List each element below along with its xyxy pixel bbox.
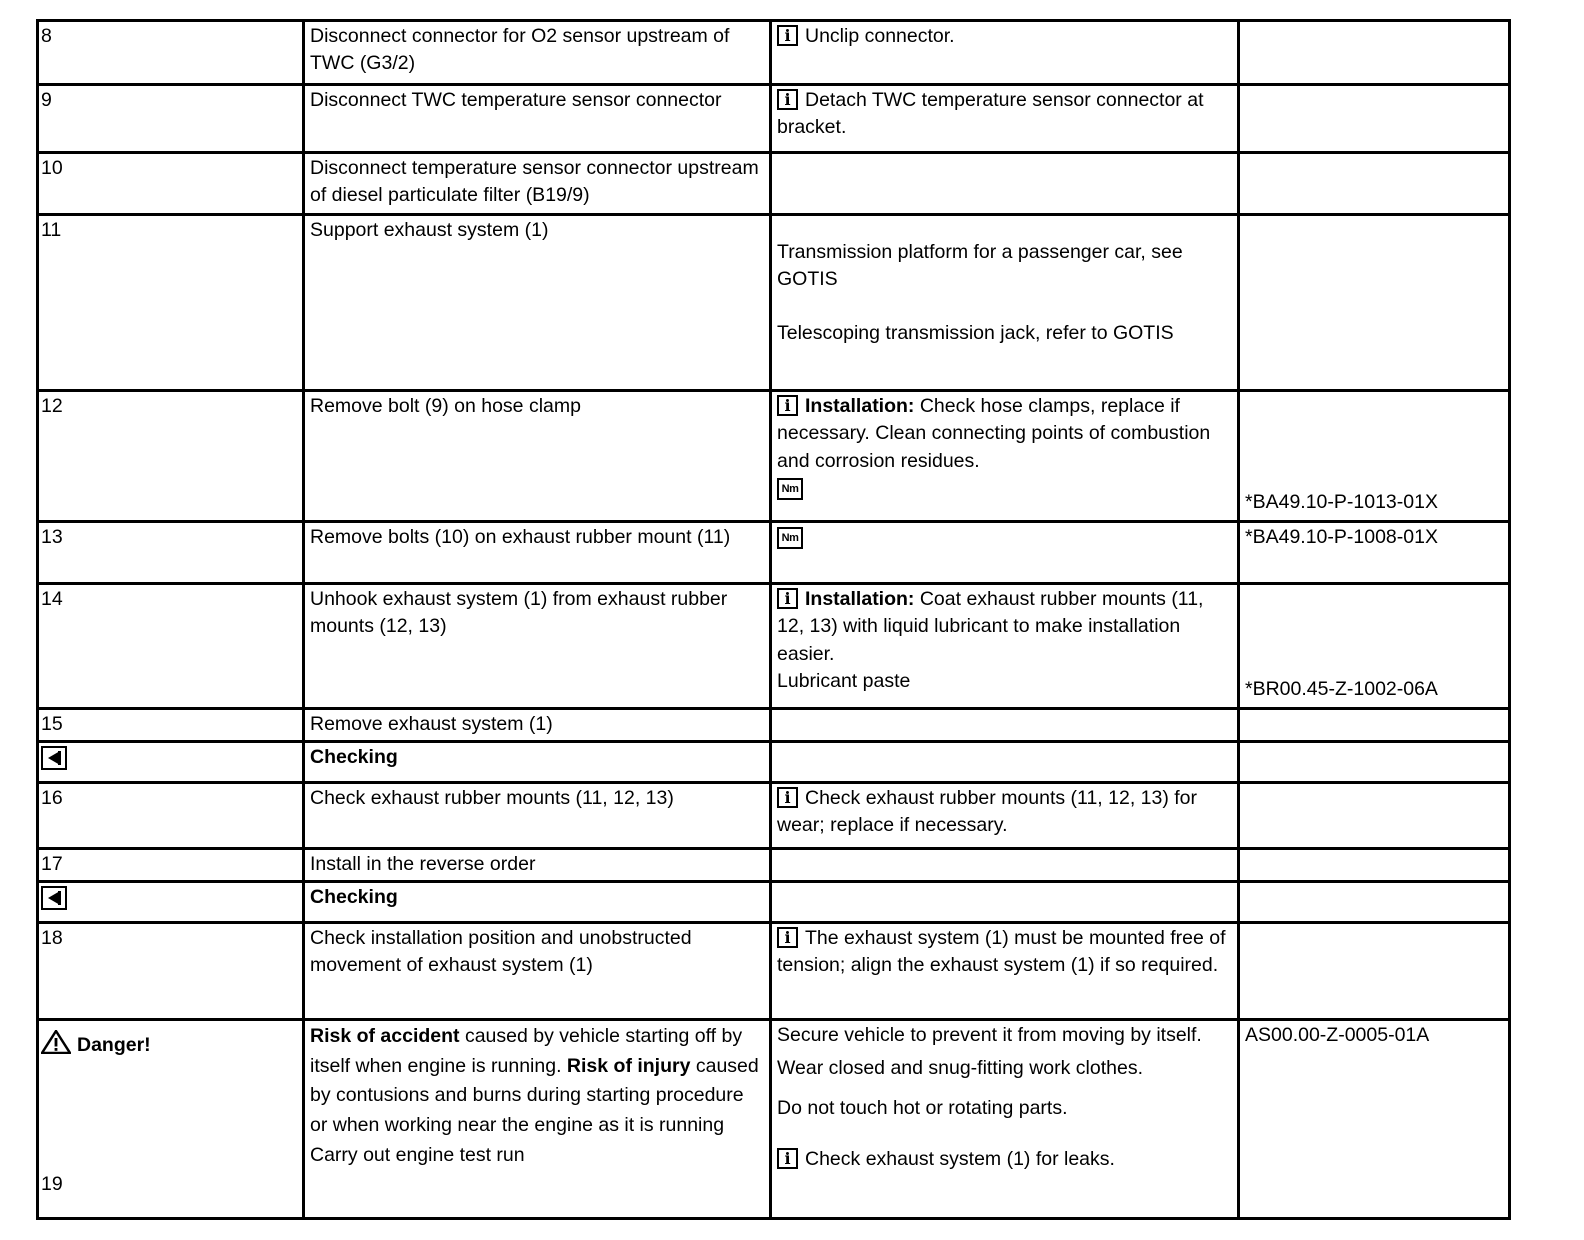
procedure-table xyxy=(36,19,1511,1220)
note-cell xyxy=(771,21,1239,85)
table-row xyxy=(38,21,1510,85)
reference-link[interactable]: *BA49.10-P-1008-01X xyxy=(1245,526,1438,548)
reference-link[interactable]: AS00.00-Z-0005-01A xyxy=(1245,1024,1430,1046)
info-icon: i xyxy=(777,395,798,416)
tool-note: Telescoping transmission jack, refer to GOTIS xyxy=(777,321,1174,344)
step-number: 14 xyxy=(38,584,304,709)
step-number: 19 xyxy=(41,1173,63,1195)
note-cell xyxy=(771,882,1239,923)
note-cell xyxy=(771,849,1239,882)
note-text: Detach TWC temperature sensor connector at bracket. xyxy=(777,89,1204,139)
task-cell: Remove bolt (9) on hose clamp xyxy=(304,391,771,522)
task-cell: Remove exhaust system (1) xyxy=(304,709,771,742)
safety-measure: Wear closed and snug-fitting work clothes. xyxy=(777,1057,1143,1080)
note-cell xyxy=(771,923,1239,1020)
note-cell xyxy=(771,153,1239,215)
safety-measure: Do not touch hot or rotating parts. xyxy=(777,1096,1068,1119)
step-number: 15 xyxy=(38,709,304,742)
danger-label: Danger! xyxy=(77,1034,151,1056)
info-icon: i xyxy=(777,1148,798,1169)
table-row xyxy=(38,584,1510,709)
tool-note: Transmission platform for a passenger car, see GOTIS xyxy=(777,241,1183,291)
ref-cell xyxy=(1239,522,1510,584)
section-heading: Checking xyxy=(304,882,771,923)
table-row xyxy=(38,742,1510,783)
note-cell xyxy=(771,783,1239,849)
note-cell xyxy=(771,215,1239,391)
table-row xyxy=(38,783,1510,849)
task-cell: Support exhaust system (1) xyxy=(304,215,771,391)
info-icon: i xyxy=(777,25,798,46)
step-number: 11 xyxy=(38,215,304,391)
ref-cell xyxy=(1239,85,1510,153)
table-row xyxy=(38,882,1510,923)
checking-icon xyxy=(41,746,67,770)
task-cell: Check installation position and unobstructed movement of exhaust system (1) xyxy=(304,923,771,1020)
ref-cell xyxy=(1239,391,1510,522)
danger-step-cell xyxy=(38,1020,304,1219)
info-icon: i xyxy=(777,588,798,609)
task-cell: Carry out engine test run xyxy=(310,1143,525,1166)
note-cell xyxy=(771,522,1239,584)
task-cell: Install in the reverse order xyxy=(304,849,771,882)
danger-risk-cell xyxy=(304,1020,771,1219)
step-number: 13 xyxy=(38,522,304,584)
note-cell xyxy=(771,584,1239,709)
task-cell: Check exhaust rubber mounts (11, 12, 13) xyxy=(304,783,771,849)
table-row xyxy=(38,391,1510,522)
torque-icon: Nm xyxy=(777,478,803,500)
note-cell xyxy=(771,742,1239,783)
ref-cell xyxy=(1239,215,1510,391)
note-text: Check exhaust rubber mounts (11, 12, 13) for wear; replace if necessary. xyxy=(777,787,1198,837)
step-number: 17 xyxy=(38,849,304,882)
table-row xyxy=(38,1020,1510,1219)
step-cell xyxy=(38,742,304,783)
note-cell xyxy=(771,709,1239,742)
step-cell xyxy=(38,882,304,923)
note-text: Coat exhaust rubber mounts (11, 12, 13) with liquid lubricant to make installation easier. xyxy=(777,588,1204,665)
lubricant-note: Lubricant paste xyxy=(777,669,911,692)
ref-cell xyxy=(1239,584,1510,709)
ref-cell xyxy=(1239,849,1510,882)
section-heading: Checking xyxy=(304,742,771,783)
ref-cell xyxy=(1239,1020,1510,1219)
table-row xyxy=(38,522,1510,584)
step-number: 18 xyxy=(38,923,304,1020)
step-number: 16 xyxy=(38,783,304,849)
table-row xyxy=(38,85,1510,153)
ref-cell xyxy=(1239,882,1510,923)
note-text: Check hose clamps, replace if necessary. Clean connecting points of combustion and corrosion residues. xyxy=(777,395,1211,472)
table-row xyxy=(38,923,1510,1020)
info-icon: i xyxy=(777,787,798,808)
safety-measure: Secure vehicle to prevent it from moving by itself. xyxy=(777,1024,1202,1046)
ref-cell xyxy=(1239,923,1510,1020)
table-row xyxy=(38,215,1510,391)
danger-heading xyxy=(41,1030,297,1059)
reference-link[interactable]: *BA49.10-P-1013-01X xyxy=(1245,490,1438,513)
step-number: 9 xyxy=(38,85,304,153)
task-cell: Unhook exhaust system (1) from exhaust rubber mounts (12, 13) xyxy=(304,584,771,709)
checking-icon xyxy=(41,886,67,910)
ref-cell xyxy=(1239,709,1510,742)
step-number: 10 xyxy=(38,153,304,215)
step-number: 8 xyxy=(38,21,304,85)
table-row xyxy=(38,849,1510,882)
ref-cell xyxy=(1239,153,1510,215)
info-icon: i xyxy=(777,89,798,110)
table-row xyxy=(38,709,1510,742)
note-cell xyxy=(771,391,1239,522)
note-text: Unclip connector. xyxy=(805,25,955,47)
warning-triangle-icon xyxy=(41,1030,71,1054)
danger-measures-cell xyxy=(771,1020,1239,1219)
danger-risk-text: Risk of accident caused by vehicle starting off by itself when engine is running. Risk of injury caused by contusions and burns during starting procedure or when working near the engine as it is running xyxy=(310,1025,759,1136)
torque-icon: Nm xyxy=(777,527,803,549)
reference-link[interactable]: *BR00.45-Z-1002-06A xyxy=(1245,677,1438,700)
step-number: 12 xyxy=(38,391,304,522)
task-cell: Remove bolts (10) on exhaust rubber mount (11) xyxy=(304,522,771,584)
ref-cell xyxy=(1239,783,1510,849)
task-cell: Disconnect connector for O2 sensor upstream of TWC (G3/2) xyxy=(304,21,771,85)
info-icon: i xyxy=(777,927,798,948)
ref-cell xyxy=(1239,742,1510,783)
table-row xyxy=(38,153,1510,215)
note-text: The exhaust system (1) must be mounted free of tension; align the exhaust system (1) if so required. xyxy=(777,927,1226,977)
task-cell: Disconnect TWC temperature sensor connector xyxy=(304,85,771,153)
task-cell: Disconnect temperature sensor connector upstream of diesel particulate filter (B19/9) xyxy=(304,153,771,215)
ref-cell xyxy=(1239,21,1510,85)
installation-label: Installation: xyxy=(805,588,915,610)
note-cell xyxy=(771,85,1239,153)
note-text: Check exhaust system (1) for leaks. xyxy=(805,1147,1115,1170)
installation-label: Installation: xyxy=(805,395,915,417)
